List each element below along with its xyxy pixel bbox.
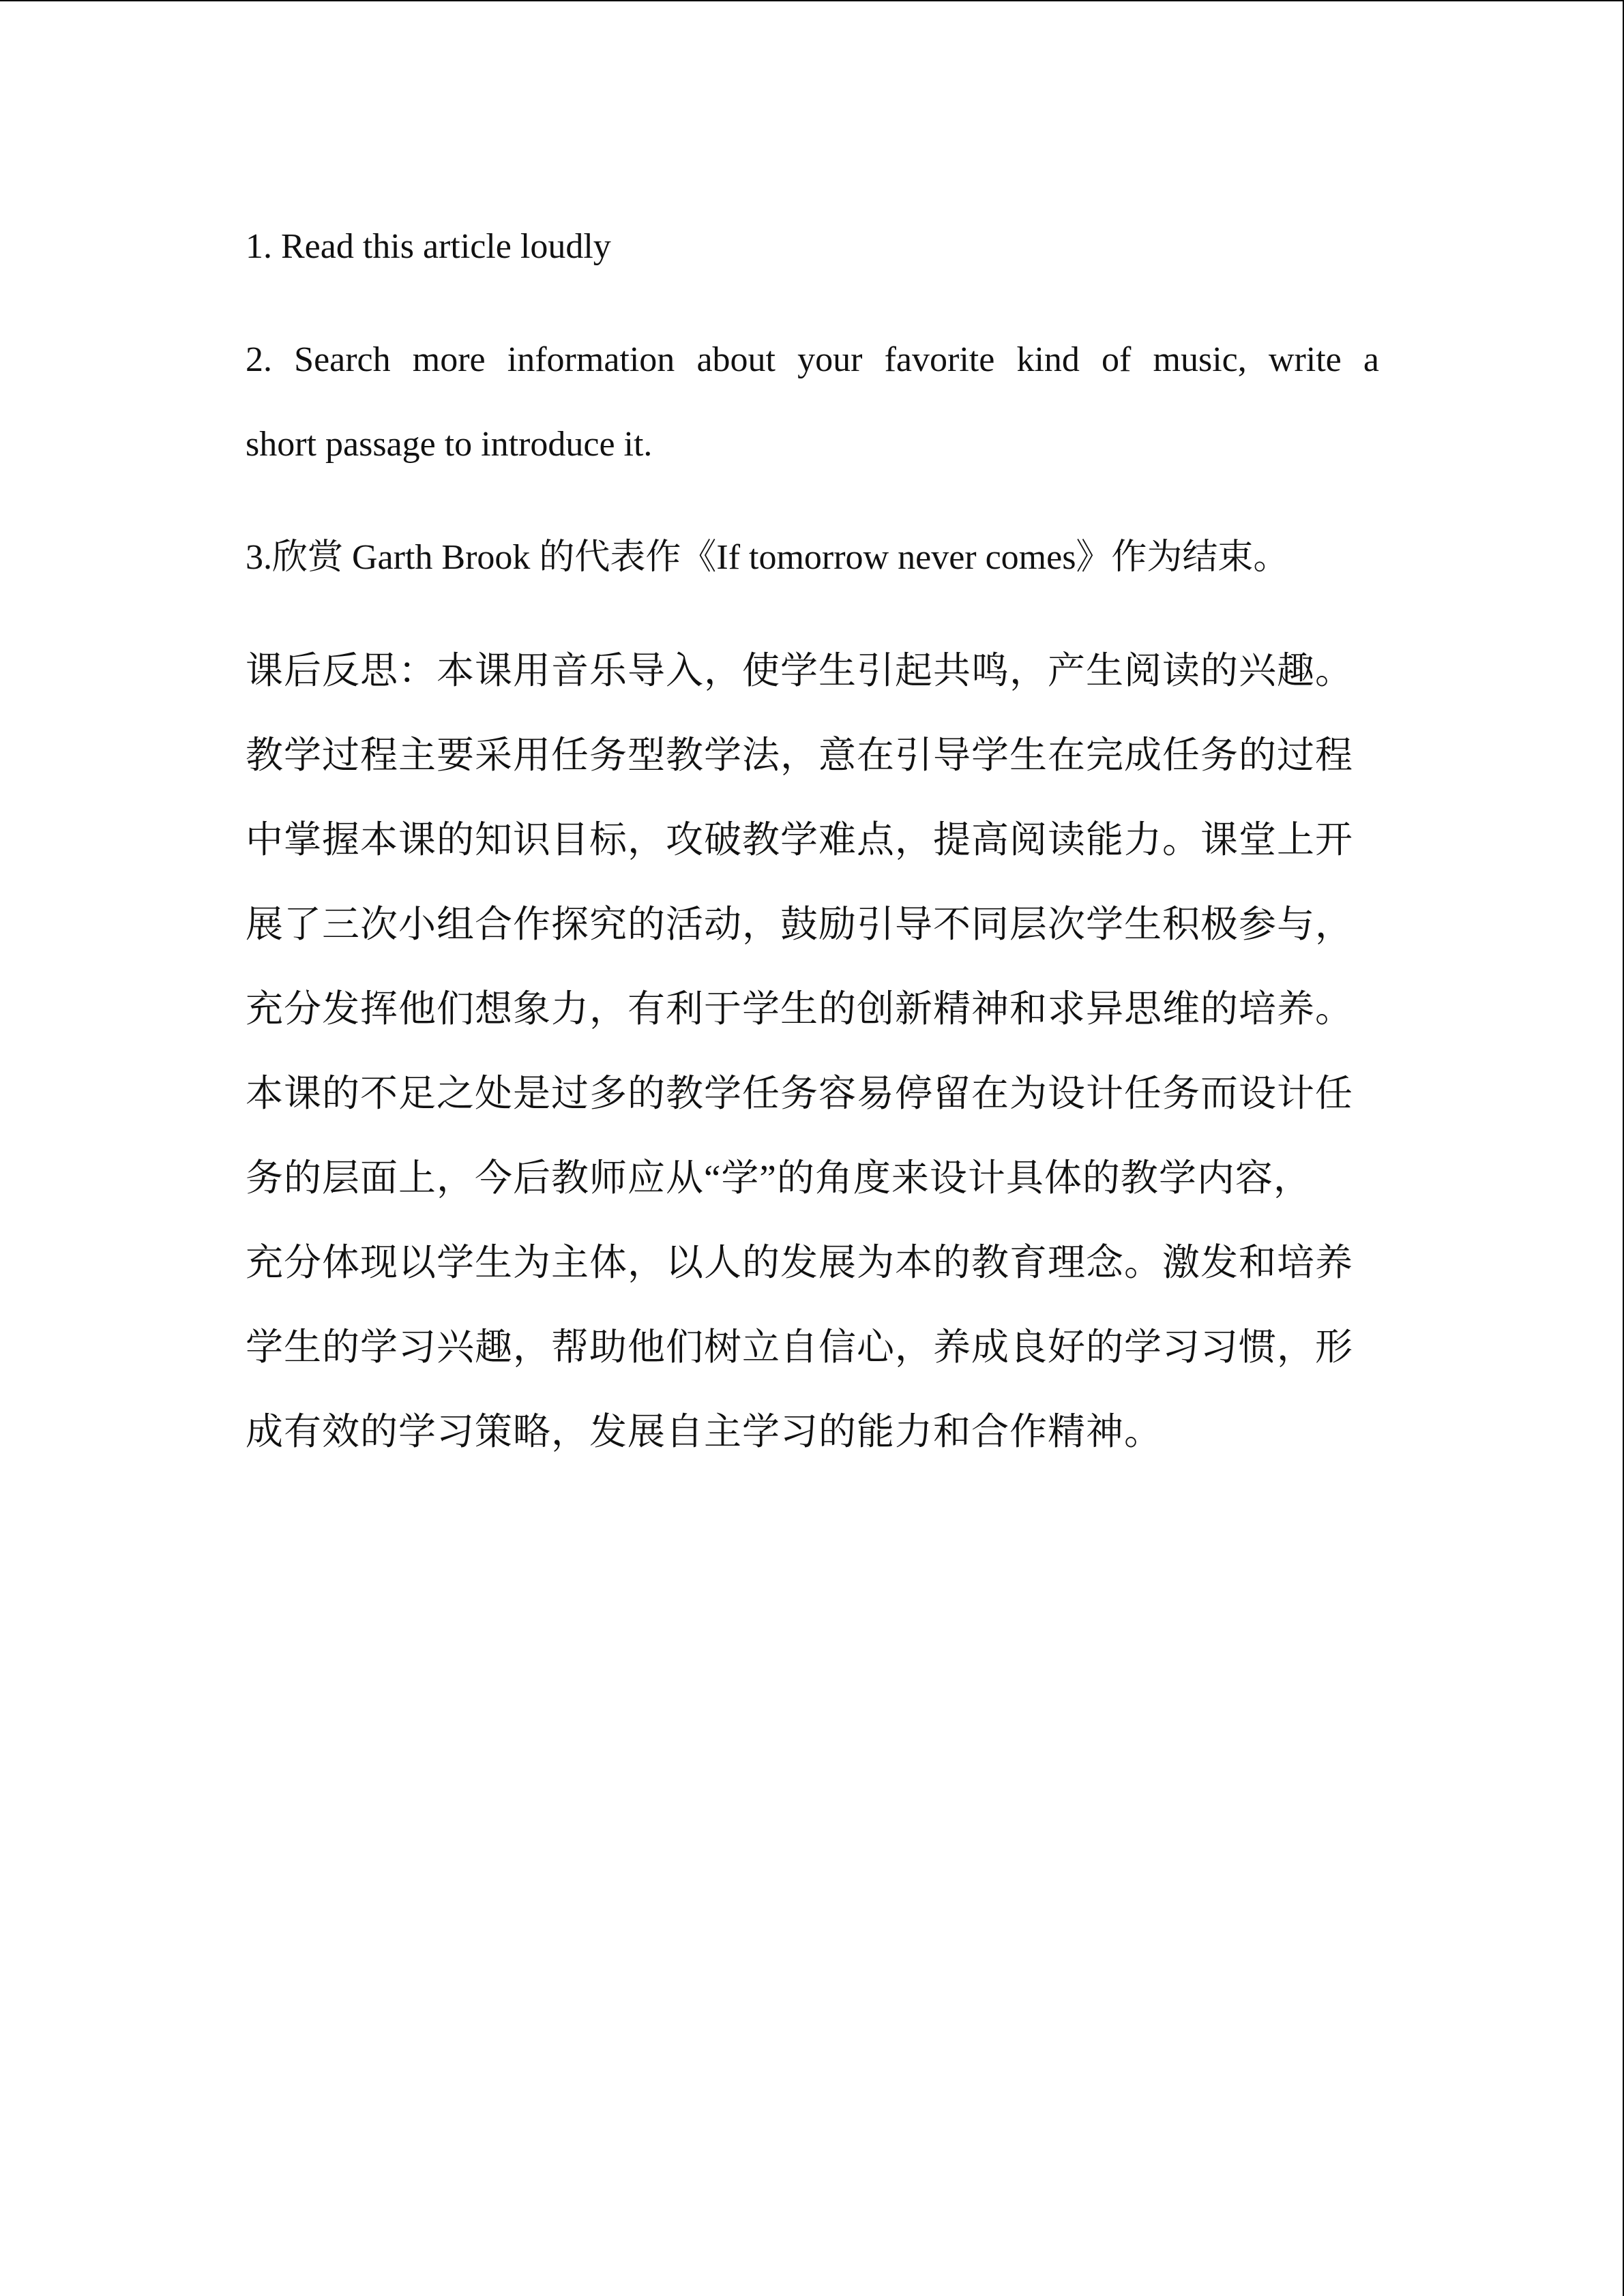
reflection-line: 本课的不足之处是过多的教学任务容易停留在为设计任务而设计任: [246, 1073, 1354, 1114]
homework-item-2: [246, 318, 1379, 487]
reflection-line: 成有效的学习策略，发展自主学习的能力和合作精神。: [246, 1411, 1163, 1452]
homework-item-2-line-2: short passage to introduce it.: [246, 425, 653, 464]
reflection-line: 学生的学习兴趣，帮助他们树立自信心，养成良好的学习习惯，形: [246, 1326, 1354, 1368]
reflection-line: 中掌握本课的知识目标，攻破教学难点，提高阅读能力。课堂上开: [246, 819, 1354, 861]
reflection-line: 充分发挥他们想象力，有利于学生的创新精神和求异思维的培养。: [246, 988, 1354, 1030]
reflection-line: 务的层面上，今后教师应从“学”的角度来设计具体的教学内容，: [246, 1157, 1312, 1199]
reflection-line: 充分体现以学生为主体，以人的发展为本的教育理念。激发和培养: [246, 1242, 1354, 1283]
reflection-line: 展了三次小组合作探究的活动，鼓励引导不同层次学生积极参与，: [246, 904, 1354, 945]
reflection-line: 教学过程主要采用任务型教学法，意在引导学生在完成任务的过程: [246, 734, 1354, 776]
document-body: [246, 205, 1379, 1474]
reflection-line: 课后反思：本课用音乐导入，使学生引起共鸣，产生阅读的兴趣。: [246, 650, 1354, 691]
homework-item-1: 1. Read this article loudly: [246, 227, 611, 266]
homework-item-3: 3.欣赏 Garth Brook 的代表作《If tomorrow never comes》作为结束。: [246, 538, 1289, 577]
page-top-border: [0, 0, 1624, 1]
teaching-reflection: [246, 629, 1379, 1474]
homework-item-2-line-1: 2. Search more information about your favorite kind of music, write a: [246, 340, 1379, 379]
